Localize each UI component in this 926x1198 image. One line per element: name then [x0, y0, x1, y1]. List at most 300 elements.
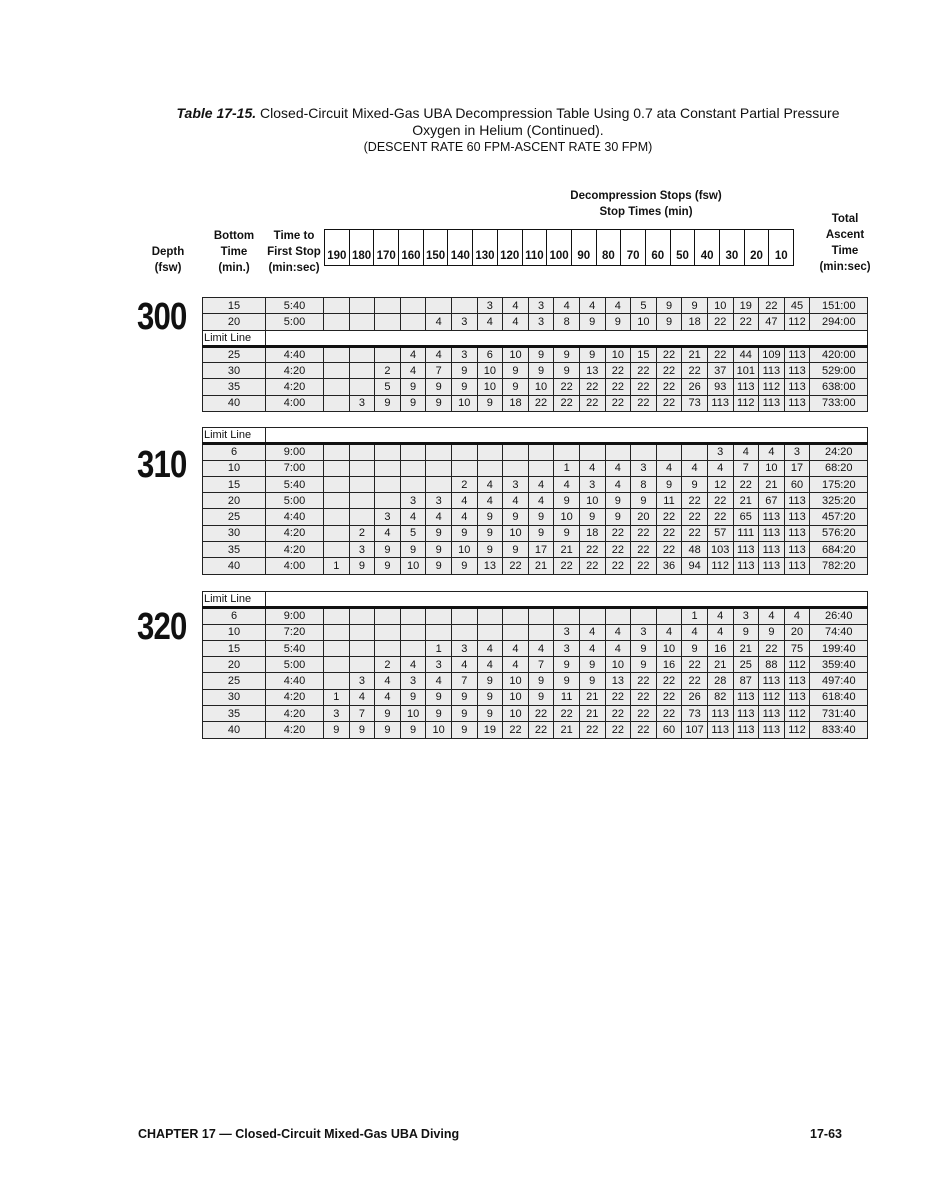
table-cell: 113 — [784, 346, 810, 362]
table-cell: 26:40 — [810, 608, 868, 624]
table-cell — [477, 444, 503, 460]
table-cell: 9 — [605, 314, 631, 330]
table-cell: 21 — [759, 476, 785, 492]
table-cell: 638:00 — [810, 379, 868, 395]
table-cell: 10 — [426, 722, 452, 738]
table-cell: 4 — [503, 314, 529, 330]
table-cell: 113 — [784, 689, 810, 705]
table-cell: 9 — [400, 689, 426, 705]
table-cell: 20 — [203, 314, 266, 330]
table-cell: 10 — [451, 542, 477, 558]
stop-depth-header-cell: 60 — [645, 230, 670, 266]
table-cell: 618:40 — [810, 689, 868, 705]
table-cell: 10 — [605, 346, 631, 362]
table-cell: 10 — [503, 673, 529, 689]
table-cell: 35 — [203, 706, 266, 722]
depth-300-table — [202, 297, 868, 412]
table-cell: 9 — [503, 379, 529, 395]
table-cell: 113 — [784, 379, 810, 395]
table-cell — [426, 460, 452, 476]
table-cell — [349, 476, 375, 492]
table-cell — [349, 608, 375, 624]
table-cell: 4 — [375, 525, 401, 541]
table-cell: 22 — [631, 673, 657, 689]
stop-depth-header-cell: 130 — [473, 230, 498, 266]
table-cell: 37 — [707, 363, 733, 379]
table-cell: 3 — [349, 542, 375, 558]
stop-depth-header-cell: 120 — [497, 230, 522, 266]
table-cell: 113 — [707, 395, 733, 411]
table-cell: 457:20 — [810, 509, 868, 525]
table-cell: 113 — [733, 379, 759, 395]
table-cell: 18 — [579, 525, 605, 541]
table-cell: 15 — [631, 346, 657, 362]
table-cell: 175:20 — [810, 476, 868, 492]
table-cell — [400, 444, 426, 460]
table-cell: 87 — [733, 673, 759, 689]
table-cell — [349, 298, 375, 314]
table-cell: 10 — [400, 558, 426, 574]
caption-subtitle: (DESCENT RATE 60 FPM-ASCENT RATE 30 FPM) — [363, 140, 653, 154]
table-cell: 22 — [656, 542, 682, 558]
table-cell: 5:00 — [266, 493, 324, 509]
table-cell: 25 — [203, 346, 266, 362]
table-cell: 9 — [426, 558, 452, 574]
table-cell: 25 — [733, 657, 759, 673]
table-cell: 4 — [784, 608, 810, 624]
table-cell — [426, 476, 452, 492]
table-cell: 44 — [733, 346, 759, 362]
table-cell: 4:40 — [266, 673, 324, 689]
table-cell: 9 — [451, 363, 477, 379]
stop-depth-header-cell: 90 — [571, 230, 596, 266]
table-cell: 9 — [477, 509, 503, 525]
table-cell: 9 — [579, 673, 605, 689]
table-cell: 22 — [707, 509, 733, 525]
caption-title-continued: Oxygen in Helium (Continued). — [412, 122, 604, 138]
table-cell: 113 — [707, 722, 733, 738]
table-cell: 112 — [784, 722, 810, 738]
table-cell — [324, 493, 350, 509]
limit-line-bar — [266, 330, 868, 346]
table-cell: 22 — [579, 542, 605, 558]
table-cell: 113 — [784, 542, 810, 558]
table-cell: 9 — [477, 706, 503, 722]
table-cell: 36 — [656, 558, 682, 574]
table-cell: 112 — [784, 314, 810, 330]
table-cell: 4 — [451, 493, 477, 509]
table-cell: 4:00 — [266, 558, 324, 574]
table-cell: 4:20 — [266, 722, 324, 738]
table-cell — [324, 608, 350, 624]
table-cell: 9 — [579, 314, 605, 330]
table-cell: 20 — [784, 624, 810, 640]
table-cell: 9 — [426, 706, 452, 722]
table-cell: 112 — [759, 689, 785, 705]
table-cell: 6 — [477, 346, 503, 362]
stops-title-header: Decompression Stops (fsw) Stop Times (min) — [570, 190, 722, 218]
table-cell: 4 — [400, 363, 426, 379]
table-cell: 731:40 — [810, 706, 868, 722]
table-cell — [451, 444, 477, 460]
table-cell: 22 — [682, 509, 708, 525]
table-cell — [349, 640, 375, 656]
table-cell: 3 — [349, 673, 375, 689]
table-cell: 4 — [682, 624, 708, 640]
table-cell: 359:40 — [810, 657, 868, 673]
table-cell — [324, 363, 350, 379]
stop-depth-header-cell: 50 — [670, 230, 695, 266]
limit-line-row — [203, 330, 868, 346]
table-cell — [426, 444, 452, 460]
table-cell: 22 — [605, 542, 631, 558]
table-cell: 3 — [503, 476, 529, 492]
table-cell: 9 — [554, 673, 580, 689]
table-cell: 4:40 — [266, 346, 324, 362]
table-cell: 4 — [707, 624, 733, 640]
table-cell: 22 — [554, 558, 580, 574]
table-cell: 3 — [477, 298, 503, 314]
table-cell: 5:40 — [266, 476, 324, 492]
table-cell: 22 — [605, 395, 631, 411]
table-cell: 22 — [656, 706, 682, 722]
table-cell: 113 — [784, 493, 810, 509]
table-cell: 9:00 — [266, 608, 324, 624]
bottom-time-header: Bottom Time (min.) — [213, 230, 255, 274]
table-cell — [324, 624, 350, 640]
table-cell: 3 — [324, 706, 350, 722]
table-cell: 9 — [631, 657, 657, 673]
table-cell: 7 — [528, 657, 554, 673]
table-cell: 833:40 — [810, 722, 868, 738]
stop-depth-header-cell: 80 — [596, 230, 621, 266]
table-cell: 4 — [426, 314, 452, 330]
table-cell: 113 — [784, 525, 810, 541]
table-cell: 22 — [579, 558, 605, 574]
table-cell: 57 — [707, 525, 733, 541]
table-cell: 420:00 — [810, 346, 868, 362]
table-cell: 93 — [707, 379, 733, 395]
table-cell: 22 — [682, 363, 708, 379]
table-cell — [656, 444, 682, 460]
table-cell: 113 — [759, 673, 785, 689]
table-cell — [349, 444, 375, 460]
table-cell: 4 — [605, 298, 631, 314]
table-cell: 576:20 — [810, 525, 868, 541]
table-cell — [605, 444, 631, 460]
table-cell: 22 — [605, 689, 631, 705]
table-cell: 10 — [579, 493, 605, 509]
table-cell — [324, 640, 350, 656]
table-cell: 67 — [759, 493, 785, 509]
table-cell: 9 — [477, 542, 503, 558]
table-cell: 10 — [451, 395, 477, 411]
table-cell: 6 — [203, 444, 266, 460]
table-cell — [324, 314, 350, 330]
table-cell: 22 — [631, 379, 657, 395]
table-cell: 22 — [605, 558, 631, 574]
table-cell — [349, 346, 375, 362]
caption-label: Table 17-15. — [176, 105, 257, 121]
table-cell: 4:20 — [266, 542, 324, 558]
table-cell: 112 — [707, 558, 733, 574]
table-cell: 5:00 — [266, 314, 324, 330]
table-row — [203, 298, 868, 314]
table-cell: 22 — [631, 722, 657, 738]
table-cell: 10 — [605, 657, 631, 673]
table-cell — [375, 493, 401, 509]
table-cell: 3 — [579, 476, 605, 492]
table-cell — [605, 608, 631, 624]
table-cell: 22 — [656, 395, 682, 411]
table-cell: 3 — [733, 608, 759, 624]
table-cell: 107 — [682, 722, 708, 738]
table-cell — [451, 608, 477, 624]
table-cell: 5 — [631, 298, 657, 314]
table-cell — [375, 346, 401, 362]
table-cell: 15 — [203, 298, 266, 314]
table-cell: 4 — [400, 346, 426, 362]
table-cell — [503, 608, 529, 624]
table-cell: 17 — [784, 460, 810, 476]
table-cell: 88 — [759, 657, 785, 673]
table-row — [203, 673, 868, 689]
table-row — [203, 640, 868, 656]
table-cell: 109 — [759, 346, 785, 362]
table-cell: 3 — [554, 624, 580, 640]
table-cell: 22 — [503, 722, 529, 738]
table-cell: 25 — [203, 673, 266, 689]
table-cell: 9 — [656, 476, 682, 492]
table-cell: 22 — [631, 363, 657, 379]
table-cell: 9 — [528, 525, 554, 541]
table-cell: 9 — [477, 395, 503, 411]
table-cell: 13 — [477, 558, 503, 574]
table-cell: 16 — [707, 640, 733, 656]
table-cell: 21 — [554, 722, 580, 738]
table-cell — [324, 444, 350, 460]
table-cell: 68:20 — [810, 460, 868, 476]
table-cell: 20 — [203, 493, 266, 509]
table-cell: 9 — [400, 379, 426, 395]
stop-depth-header-cell: 190 — [325, 230, 350, 266]
table-cell: 30 — [203, 689, 266, 705]
table-cell: 113 — [759, 363, 785, 379]
table-cell: 103 — [707, 542, 733, 558]
table-cell: 9 — [426, 689, 452, 705]
stop-depth-header-cell: 160 — [399, 230, 424, 266]
table-cell: 4 — [759, 608, 785, 624]
table-cell: 113 — [784, 673, 810, 689]
table-cell: 1 — [324, 558, 350, 574]
table-cell: 113 — [759, 706, 785, 722]
table-row — [203, 624, 868, 640]
table-cell: 9 — [605, 509, 631, 525]
table-cell: 8 — [631, 476, 657, 492]
table-cell: 4 — [503, 640, 529, 656]
table-cell — [324, 476, 350, 492]
table-cell — [426, 624, 452, 640]
table-cell: 22 — [579, 395, 605, 411]
table-cell: 20 — [203, 657, 266, 673]
table-cell: 60 — [784, 476, 810, 492]
table-cell — [477, 608, 503, 624]
table-cell: 9 — [503, 542, 529, 558]
table-cell — [400, 608, 426, 624]
table-cell: 113 — [733, 558, 759, 574]
table-row — [203, 657, 868, 673]
table-row — [203, 346, 868, 362]
table-cell: 10 — [477, 379, 503, 395]
table-cell: 4 — [426, 509, 452, 525]
table-row — [203, 379, 868, 395]
table-cell: 3 — [784, 444, 810, 460]
table-cell: 10 — [759, 460, 785, 476]
table-cell: 9 — [451, 689, 477, 705]
table-row — [203, 509, 868, 525]
table-row — [203, 395, 868, 411]
table-cell — [400, 298, 426, 314]
table-cell: 10 — [503, 525, 529, 541]
table-cell: 22 — [631, 706, 657, 722]
table-cell: 22 — [733, 314, 759, 330]
table-cell: 26 — [682, 379, 708, 395]
table-cell: 21 — [733, 493, 759, 509]
table-cell: 9 — [349, 722, 375, 738]
table-cell — [324, 525, 350, 541]
table-cell: 21 — [682, 346, 708, 362]
table-cell: 4 — [477, 476, 503, 492]
table-cell: 18 — [682, 314, 708, 330]
table-cell: 4:20 — [266, 706, 324, 722]
table-cell: 4 — [451, 509, 477, 525]
table-row — [203, 314, 868, 330]
table-cell: 22 — [528, 395, 554, 411]
table-cell: 9:00 — [266, 444, 324, 460]
table-cell: 9 — [503, 363, 529, 379]
table-cell: 3 — [528, 314, 554, 330]
table-cell: 22 — [605, 706, 631, 722]
table-cell: 10 — [707, 298, 733, 314]
table-cell: 10 — [503, 346, 529, 362]
stop-depth-header-cell: 170 — [374, 230, 399, 266]
table-row — [203, 525, 868, 541]
table-cell: 21 — [554, 542, 580, 558]
table-cell — [400, 314, 426, 330]
table-cell: 74:40 — [810, 624, 868, 640]
table-row — [203, 558, 868, 574]
limit-line-row — [203, 592, 868, 608]
table-cell: 20 — [631, 509, 657, 525]
table-cell: 4:20 — [266, 525, 324, 541]
table-cell: 18 — [503, 395, 529, 411]
table-cell: 3 — [451, 314, 477, 330]
table-cell: 47 — [759, 314, 785, 330]
table-cell: 15 — [203, 640, 266, 656]
table-row — [203, 493, 868, 509]
table-cell — [349, 379, 375, 395]
table-cell — [324, 542, 350, 558]
table-cell: 3 — [631, 624, 657, 640]
table-cell: 8 — [554, 314, 580, 330]
table-cell: 21 — [579, 689, 605, 705]
table-cell: 13 — [579, 363, 605, 379]
table-cell — [400, 640, 426, 656]
table-cell: 2 — [375, 657, 401, 673]
table-caption — [150, 105, 866, 156]
table-cell: 4 — [656, 624, 682, 640]
table-cell: 113 — [784, 363, 810, 379]
depth-320-table — [202, 591, 868, 739]
table-cell: 9 — [554, 363, 580, 379]
table-cell: 4 — [528, 640, 554, 656]
table-cell: 4 — [528, 476, 554, 492]
table-cell: 26 — [682, 689, 708, 705]
table-cell: 1 — [324, 689, 350, 705]
table-cell: 9 — [682, 298, 708, 314]
table-cell: 5 — [375, 379, 401, 395]
table-cell — [682, 444, 708, 460]
table-cell: 11 — [554, 689, 580, 705]
table-cell: 529:00 — [810, 363, 868, 379]
table-cell: 151:00 — [810, 298, 868, 314]
table-cell: 4:20 — [266, 379, 324, 395]
table-cell: 4 — [477, 314, 503, 330]
table-row — [203, 608, 868, 624]
table-cell: 22 — [656, 509, 682, 525]
table-cell: 10 — [503, 706, 529, 722]
table-cell: 4 — [605, 476, 631, 492]
table-cell: 73 — [682, 706, 708, 722]
table-cell: 113 — [733, 722, 759, 738]
table-row — [203, 460, 868, 476]
table-cell: 22 — [682, 657, 708, 673]
table-cell: 19 — [477, 722, 503, 738]
table-cell: 13 — [605, 673, 631, 689]
table-cell: 9 — [554, 346, 580, 362]
table-cell: 11 — [656, 493, 682, 509]
table-cell: 9 — [503, 509, 529, 525]
table-cell — [631, 444, 657, 460]
table-cell: 35 — [203, 379, 266, 395]
table-cell: 9 — [477, 525, 503, 541]
table-cell: 111 — [733, 525, 759, 541]
stop-depth-header-cell: 110 — [522, 230, 547, 266]
table-cell: 22 — [631, 558, 657, 574]
table-cell: 3 — [400, 673, 426, 689]
table-cell: 4 — [349, 689, 375, 705]
table-cell — [554, 608, 580, 624]
table-cell — [324, 509, 350, 525]
table-cell: 10 — [400, 706, 426, 722]
table-cell: 2 — [349, 525, 375, 541]
table-cell: 22 — [631, 542, 657, 558]
table-cell: 4 — [554, 476, 580, 492]
table-cell: 4 — [579, 640, 605, 656]
table-cell — [451, 460, 477, 476]
table-cell: 22 — [682, 493, 708, 509]
table-cell: 35 — [203, 542, 266, 558]
stop-depth-header-cell: 100 — [547, 230, 572, 266]
table-cell: 22 — [503, 558, 529, 574]
table-cell: 2 — [451, 476, 477, 492]
table-cell: 4 — [477, 493, 503, 509]
table-cell: 9 — [528, 689, 554, 705]
table-cell: 9 — [400, 722, 426, 738]
table-cell: 22 — [554, 706, 580, 722]
table-cell: 101 — [733, 363, 759, 379]
table-cell: 9 — [426, 379, 452, 395]
